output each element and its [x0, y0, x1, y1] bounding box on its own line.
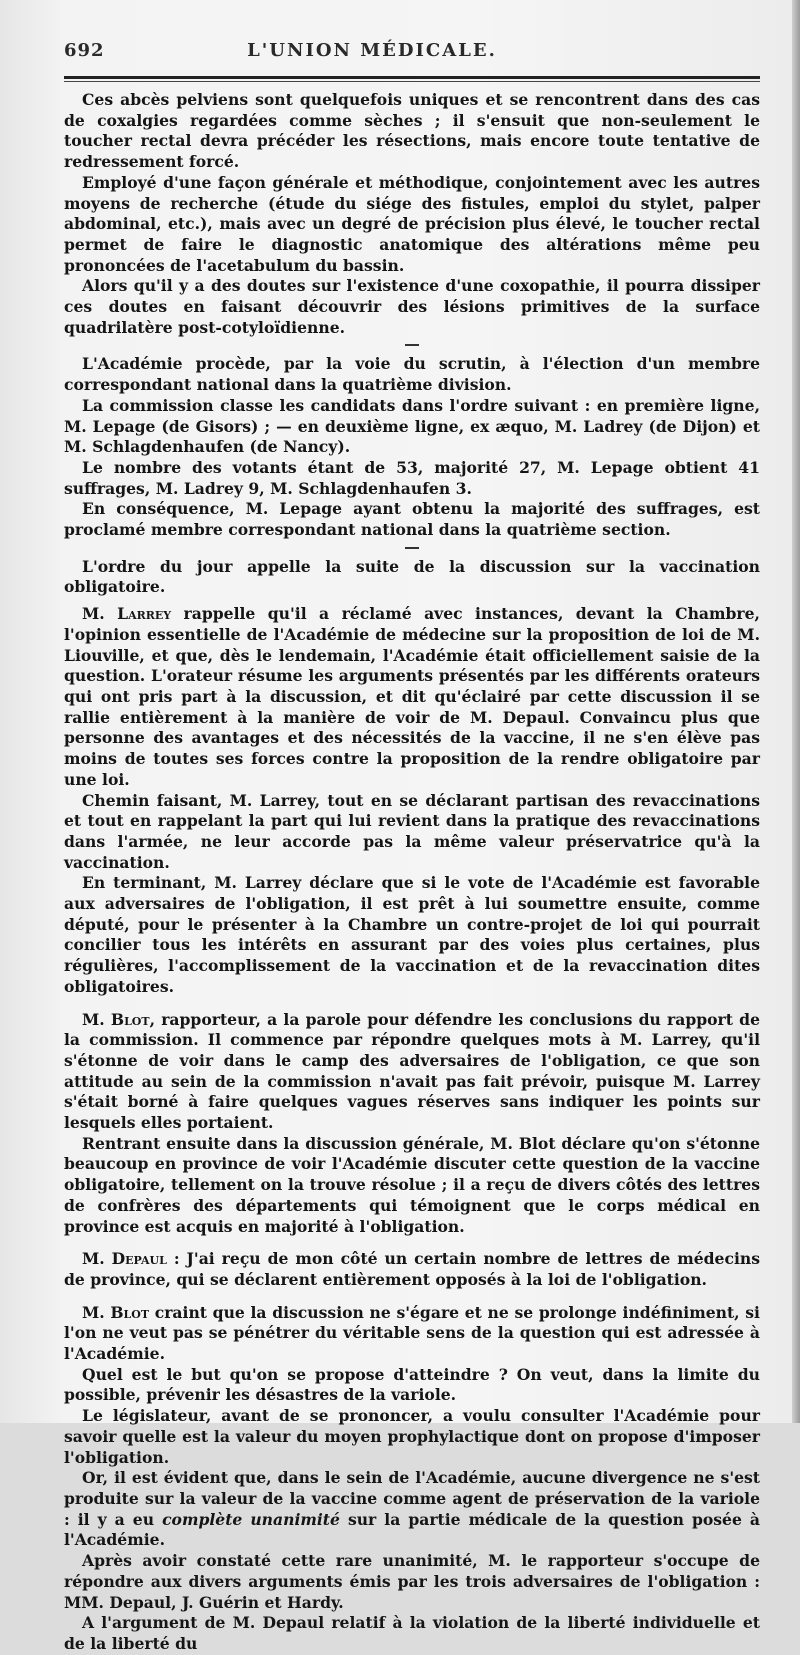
speaker-name: M. Blot [82, 1302, 150, 1322]
paragraph: Alors qu'il y a des doutes sur l'existence d'une coxopathie, il pourra dissiper ces doutes en faisant découvrir des lésions primitives de la surface quadrilatère post-cotyloïdienne. [64, 276, 760, 337]
paragraph: Le législateur, avant de se prononcer, a voulu consulter l'Académie pour savoir quelle est la valeur du moyen prophylactique dont on propose d'imposer l'obligation. [64, 1406, 760, 1467]
paragraph: Employé d'une façon générale et méthodique, conjointement avec les autres moyens de recherche (étude du siége des fistules, emploi du stylet, palper abdominal, etc.), mais avec un degré de précision plus élevé, le toucher rectal permet de faire le diagnostic anatomique des altérations même peu prononcées de l'acetabulum du bassin. [64, 172, 760, 275]
paragraph-text: : J'ai reçu de mon côté un certain nombre de lettres de médecins de province, qui se déclarent entièrement opposés à la loi de l'obligation. [64, 1249, 760, 1289]
paragraph: La commission classe les candidats dans l'ordre suivant : en première ligne, M. Lepage (de Gisors) ; — en deuxième ligne, ex æquo, M. Ladrey (de Dijon) et M. Schlagdenhaufen (de Nancy). [64, 395, 760, 457]
paragraph [64, 1303, 760, 1365]
header-rule-thin [64, 81, 760, 82]
paragraph-text: sur la partie médicale de la question posée à l'Académie. [64, 1509, 761, 1550]
header-rule [64, 76, 760, 79]
paragraph: L'ordre du jour appelle la suite de la discussion sur la vaccination obligatoire. [64, 556, 760, 597]
section-separator [405, 344, 419, 346]
running-head: L'UNION MÉDICALE. [247, 40, 497, 61]
page-number: 692 [64, 40, 105, 61]
speaker-name: M. Depaul [82, 1249, 167, 1269]
paragraph: Quel est le but qu'on se propose d'atteindre ? On veut, dans la limite du possible, prévenir les désastres de la variole. [64, 1364, 760, 1405]
page-edge-shadow [792, 0, 800, 1423]
emphasis: complète unanimité [162, 1509, 340, 1529]
paragraph: Après avoir constaté cette rare unanimité, M. le rapporteur s'occupe de répondre aux divers arguments émis par les trois adversaires de l'obligation : MM. Depaul, J. Guérin et Hardy. [64, 1551, 760, 1612]
paragraph [64, 1468, 760, 1551]
paragraph: A l'argument de M. Depaul relatif à la violation de la liberté individuelle et de la liberté du [64, 1613, 760, 1653]
paragraph-text: rappelle qu'il a réclamé avec instances, devant la Chambre, l'opinion essentielle de l'Académie de médecine sur la proposition de loi de M. Liouville, et que, dès le lendemain, l'Académie était officiellement saisie de la question. L'orateur résume les arguments présentés par les différents orateurs qui ont pris part à la discussion, et dit qu'éclairé par cette discussion il se rallie entièrement à la manière de voir de M. Depaul. Convaincu plus que personne des avantages et des nécessités de la vaccine, il ne s'en élève pas moins de toutes ses forces contre la proposition de la rendre obligatoire par une loi. [64, 604, 760, 789]
paragraph: Rentrant ensuite dans la discussion générale, M. Blot déclare qu'on s'étonne beaucoup en province de voir l'Académie discuter cette question de la vaccine obligatoire, tellement on la trouve résolue ; il a reçu de divers côtés des lettres de confrères des départements qui témoignent que le corps médical en province est acquis en majorité à l'obligation. [64, 1133, 760, 1236]
paragraph-text: Or, il est évident que, dans le sein de l'Académie, aucune divergence ne s'est produite sur la valeur de la vaccine comme agent de préservation de la variole : il y a eu [64, 1468, 760, 1529]
paragraph: Chemin faisant, M. Larrey, tout en se déclarant partisan des revaccinations et tout en rappelant la part qui lui revient dans la pratique des revaccinations dans l'armée, ne leur accorde pas la même valeur préservatrice qu'à la vaccination. [64, 790, 760, 872]
page-header [64, 40, 760, 70]
paragraph-text: craint que la discussion ne s'égare et ne se prolonge indéfiniment, si l'on ne veut pas se pénétrer du véritable sens de la question qui est adressée à l'Académie. [64, 1302, 760, 1364]
body-text [64, 90, 760, 1655]
paragraph: Le nombre des votants étant de 53, majorité 27, M. Lepage obtient 41 suffrages, M. Ladrey 9, M. Schlagdenhaufen 3. [64, 457, 760, 498]
speaker-name: M. Larrey [82, 604, 172, 624]
paragraph [64, 604, 760, 790]
speaker-name: M. Blot [82, 1009, 150, 1029]
paragraph [64, 1010, 760, 1134]
paragraph: En terminant, M. Larrey déclare que si le vote de l'Académie est favorable aux adversaires de l'obligation, il est prêt à lui soumettre ensuite, comme député, pour le présenter à la Chambre un contre-projet de loi qui pourrait concilier tous les intérêts en assurant par des voies plus certaines, plus régulières, l'accomplissement de la vaccination et de la revaccination dites obligatoires. [64, 873, 760, 996]
paragraph-text: , rapporteur, a la parole pour défendre les conclusions du rapport de la commission. Il commence par répondre quelques mots à M. Larrey, qu'il s'étonne de voir dans le camp des adversaires de l'obligation, ce que son attitude au sein de la commission n'avait pas fait prévoir, puisque M. Larrey s'était borné à faire quelques vagues réserves sans indiquer les points sur lesquels elles portaient. [64, 1009, 760, 1133]
section-separator [405, 547, 419, 549]
paragraph: En conséquence, M. Lepage ayant obtenu la majorité des suffrages, est proclamé membre correspondant national dans la quatrième section. [64, 499, 760, 540]
paragraph: Ces abcès pelviens sont quelquefois uniques et se rencontrent dans des cas de coxalgies regardées comme sèches ; il s'ensuit que non-seulement le toucher rectal devra précéder les résections, mais encore toute tentative de redressement forcé. [64, 90, 760, 172]
paragraph [64, 1249, 760, 1290]
paragraph: L'Académie procède, par la voie du scrutin, à l'élection d'un membre correspondant national dans la quatrième division. [64, 354, 760, 395]
